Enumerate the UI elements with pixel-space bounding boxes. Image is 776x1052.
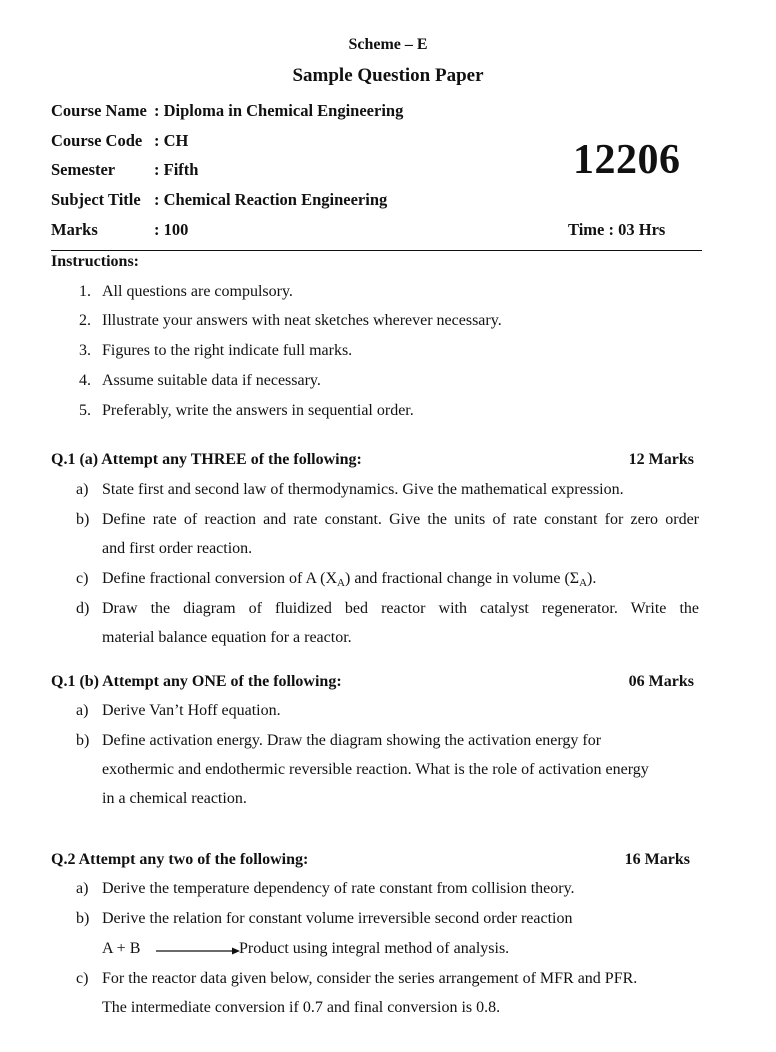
q2-heading: Q.2 Attempt any two of the following: — [51, 851, 309, 868]
q1a-item-text: Define rate of reaction and rate constant. Give the units of rate constant for zero order — [102, 511, 699, 528]
q1a-item-text: Draw the diagram of fluidized bed reactor with catalyst regenerator. Write the — [102, 600, 699, 617]
q2-item-text: Derive the temperature dependency of rate constant from collision theory. — [102, 880, 575, 897]
q1b-item-text: in a chemical reaction. — [102, 790, 247, 807]
instruction-number: 5. — [79, 402, 91, 419]
instruction-number: 3. — [79, 342, 91, 359]
q2-marks: 16 Marks — [624, 851, 690, 868]
reaction-arrow-icon — [156, 947, 240, 955]
q2-item-label: c) — [76, 970, 89, 987]
instruction-text: Assume suitable data if necessary. — [102, 372, 321, 389]
q1a-marks: 12 Marks — [628, 451, 694, 468]
meta-key: Course Code — [51, 131, 143, 150]
meta-semester — [51, 160, 551, 180]
meta-key: Course Name — [51, 101, 147, 120]
instruction-text: All questions are compulsory. — [102, 283, 293, 300]
meta-value: : 100 — [154, 220, 189, 239]
header-divider — [51, 250, 702, 251]
q1a-c-pre: Define fractional conversion of A (X — [102, 570, 338, 587]
q1a-item-text: State first and second law of thermodynamics. Give the mathematical expression. — [102, 481, 624, 498]
paper-title: Sample Question Paper — [292, 65, 484, 86]
instruction-item — [51, 402, 701, 422]
instruction-text: Illustrate your answers with neat sketches wherever necessary. — [102, 312, 502, 329]
instruction-number: 4. — [79, 372, 91, 389]
q1a-c-mid: ) and fractional change in volume (Σ — [344, 570, 580, 587]
q1a-item-label: d) — [76, 600, 90, 617]
meta-value: : Fifth — [154, 160, 199, 179]
q1b-item-label: a) — [76, 702, 89, 719]
q1b-heading: Q.1 (b) Attempt any ONE of the following: — [51, 673, 342, 690]
meta-subject-title — [51, 190, 551, 210]
q2-item-text: For the reactor data given below, consider the series arrangement of MFR and PFR. — [102, 970, 638, 987]
q1a-heading: Q.1 (a) Attempt any THREE of the following: — [51, 451, 362, 468]
instruction-item — [51, 342, 701, 362]
scheme-label: Scheme – E — [348, 36, 428, 53]
q2-item-label: b) — [76, 910, 90, 927]
meta-key: Marks — [51, 220, 98, 239]
q1a-c-sub1: A — [337, 577, 345, 589]
reaction-reactant: A + B — [102, 940, 141, 957]
time-label: Time : 03 Hrs — [568, 220, 666, 239]
q1b-item-text: exothermic and endothermic reversible reaction. What is the role of activation energy — [102, 761, 649, 778]
q1b-item-text: Derive Van’t Hoff equation. — [102, 702, 281, 719]
meta-marks — [51, 220, 551, 240]
q1a-c-post: ). — [587, 570, 597, 587]
q1a-item-text: material balance equation for a reactor. — [102, 629, 352, 646]
instruction-text: Figures to the right indicate full marks. — [102, 342, 353, 359]
instruction-item — [51, 283, 701, 303]
q1a-item-text — [102, 570, 596, 589]
q1a-item-label: a) — [76, 481, 89, 498]
instructions-heading: Instructions: — [51, 253, 140, 270]
instruction-number: 1. — [79, 283, 91, 300]
paper-code: 12206 — [573, 137, 681, 183]
instruction-item — [51, 372, 701, 392]
q1b-item-text: Define activation energy. Draw the diagram showing the activation energy for — [102, 732, 602, 749]
q1a-item-text: and first order reaction. — [102, 540, 253, 557]
q2-item-text: The intermediate conversion if 0.7 and final conversion is 0.8. — [102, 999, 501, 1016]
meta-course-name — [51, 101, 551, 121]
q2-item-text: Derive the relation for constant volume irreversible second order reaction — [102, 910, 573, 927]
meta-course-code — [51, 131, 551, 151]
instruction-text: Preferably, write the answers in sequential order. — [102, 402, 414, 419]
q1a-c-sub2: A — [579, 577, 588, 589]
meta-key: Subject Title — [51, 190, 141, 209]
instruction-number: 2. — [79, 312, 91, 329]
q1b-marks: 06 Marks — [628, 673, 694, 690]
meta-value: : CH — [154, 131, 189, 150]
q1a-item-label: c) — [76, 570, 89, 587]
reaction-product: Product using integral method of analysis. — [239, 940, 510, 957]
q2-item-label: a) — [76, 880, 89, 897]
meta-key: Semester — [51, 160, 116, 179]
instruction-item — [51, 312, 701, 332]
meta-value: : Diploma in Chemical Engineering — [154, 101, 404, 120]
q1b-item-label: b) — [76, 732, 90, 749]
meta-value: : Chemical Reaction Engineering — [154, 190, 388, 209]
q1a-item-label: b) — [76, 511, 90, 528]
